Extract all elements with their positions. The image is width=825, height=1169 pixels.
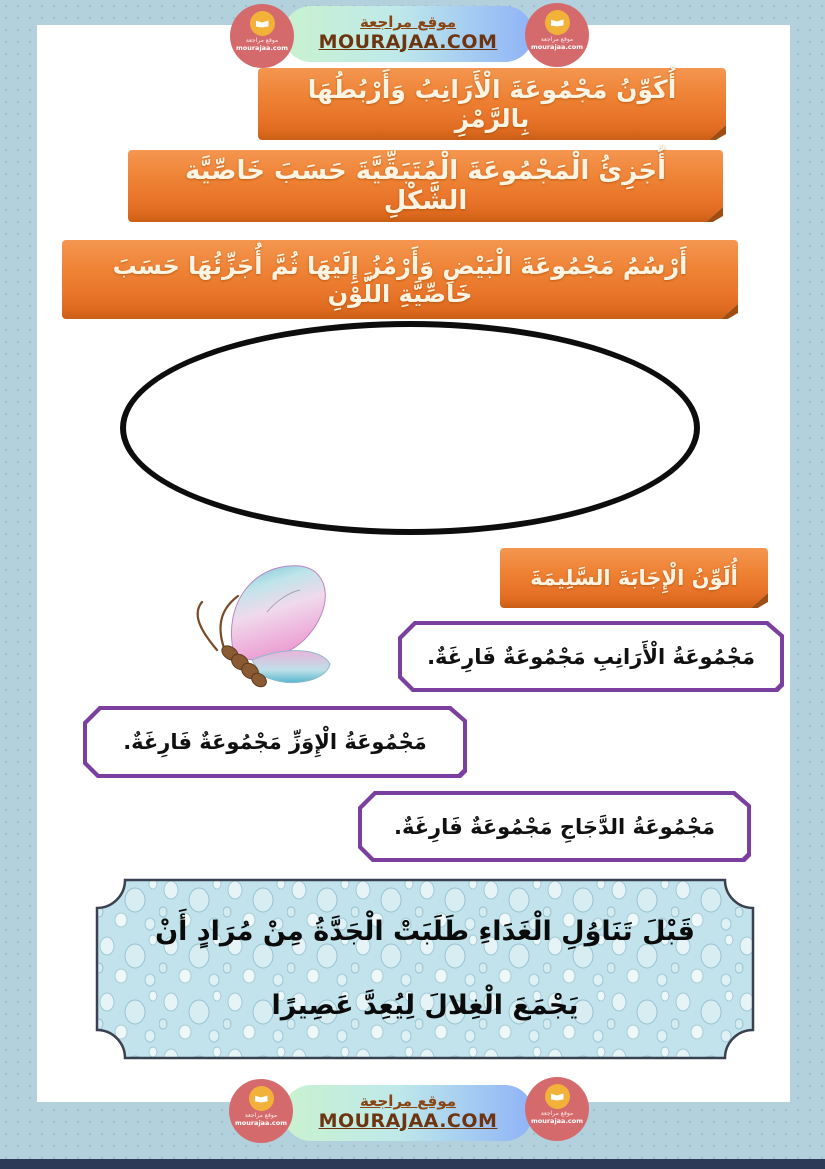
instruction-text: أُكَوِّنُ مَجْمُوعَةَ الْأَرَانِبُ وَأَرْبُطُهَا بِالرَّمْزِ — [307, 75, 677, 133]
book-logo-icon — [250, 11, 275, 36]
answer-option-geese[interactable] — [83, 706, 467, 778]
instruction-banner-draw-eggs-group — [62, 240, 738, 319]
instruction-text: أُجَزِئُ الْمَجْمُوعَةَ الْمُتَبَقِّيَّةَ حَسَبَ خَاصِّيَّة الشَّكْلِ — [184, 156, 667, 216]
story-plaque — [95, 878, 755, 1060]
water-drop-plaque-shape — [95, 878, 755, 1060]
answer-text: مَجْمُوعَةُ الْإِوَزِّ مَجْمُوعَةٌ فَارِغَةٌ. — [123, 730, 427, 754]
badge-site-domain: mourajaa.com — [234, 1118, 288, 1127]
story-line-1: قَبْلَ تَنَاوُلِ الْغَدَاءِ طَلَبَتْ الْجَدَّةُ مِنْ مُرَادٍ أَنْ — [155, 916, 695, 947]
badge-site-name: موقع مراجعة — [245, 37, 279, 44]
bottom-navy-bar — [0, 1159, 825, 1169]
badge-site-name: موقع مراجعة — [244, 1112, 278, 1119]
book-logo-icon — [249, 1086, 274, 1111]
site-logo-badge-footer-right — [525, 1077, 589, 1141]
badge-site-domain: mourajaa.com — [235, 43, 289, 52]
badge-site-name: موقع مراجعة — [540, 36, 574, 43]
answer-text: مَجْمُوعَةُ الْأَرَانِبِ مَجْمُوعَةٌ فَارِغَةٌ. — [427, 644, 755, 669]
book-logo-icon — [545, 1084, 570, 1109]
instruction-banner-color-correct-answer — [500, 548, 768, 608]
instruction-banner-form-rabbits-group — [258, 68, 726, 140]
badge-site-domain: mourajaa.com — [530, 1116, 584, 1125]
site-domain-link[interactable]: MOURAJAA.COM — [318, 30, 498, 53]
site-logo-badge-footer-left — [229, 1079, 293, 1143]
story-line-2: يَجْمَعَ الْغِلالَ لِيُعِدَّ عَصِيرًا — [271, 990, 579, 1021]
instruction-banner-split-remaining-group — [128, 150, 723, 222]
site-header-pill — [283, 6, 533, 62]
empty-set-ellipse — [120, 321, 700, 535]
badge-site-name: موقع مراجعة — [540, 1110, 574, 1117]
answer-option-chickens[interactable] — [358, 791, 751, 862]
badge-site-domain: mourajaa.com — [530, 42, 584, 51]
instruction-text: أُلَوِّنُ الْإِجَابَةَ السَّلِيمَةَ — [530, 566, 738, 590]
site-logo-badge-right — [525, 3, 589, 67]
site-domain-link[interactable]: MOURAJAA.COM — [318, 1109, 498, 1132]
site-footer-pill — [283, 1085, 533, 1141]
site-name-link[interactable]: موقع مراجعة — [359, 1092, 457, 1111]
answer-option-rabbits[interactable] — [398, 621, 784, 692]
site-logo-badge-left — [230, 4, 294, 68]
book-logo-icon — [545, 10, 570, 35]
site-name-link[interactable]: موقع مراجعة — [359, 13, 457, 32]
instruction-text: أَرْسُمُ مَجْمُوعَةَ الْبَيْضِ وَأَرْمُزُ إِلَيْهَا ثُمَّ أُجَزِّئُهَا حَسَبَ خَاصِّيَّةِ اللَّوْنِ — [112, 251, 688, 308]
butterfly-image — [172, 552, 352, 697]
answer-text: مَجْمُوعَةُ الدَّجَاجِ مَجْمُوعَةٌ فَارِغَةٌ. — [394, 814, 716, 839]
